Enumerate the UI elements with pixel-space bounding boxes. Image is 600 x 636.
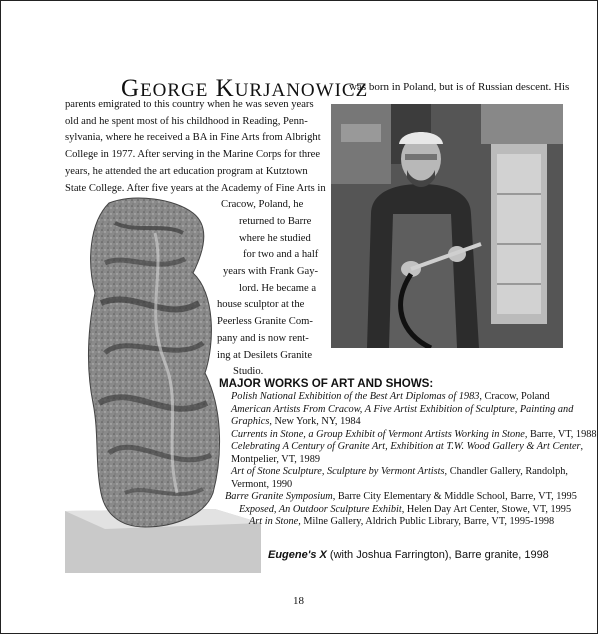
bio-line: Peerless Granite Com- xyxy=(217,316,313,328)
bio-line: parents emigrated to this country when he was seven years xyxy=(65,99,314,110)
works-item: Graphics, New York, NY, 1984 xyxy=(231,416,361,427)
works-item: Currents in Stone, a Group Exhibit of Vermont Artists Working in Stone, Barre, VT, 1988 xyxy=(231,428,597,440)
bio-line: house sculptor at the xyxy=(217,299,305,311)
works-item: Vermont, 1990 xyxy=(231,478,293,490)
artist-name: GEORGE KURJANOWICZ xyxy=(121,75,369,102)
sculpture-caption: Eugene's X (with Joshua Farrington), Barre granite, 1998 xyxy=(268,549,549,561)
bio-line: years, he attended the art education program at Kutztown xyxy=(65,165,308,177)
works-item: Polish National Exhibition of the Best Art Diplomas of 1983, Cracow, Poland xyxy=(231,391,550,402)
works-item: Art in Stone, Milne Gallery, Aldrich Public Library, Barre, VT, 1995-1998 xyxy=(249,516,555,527)
bio-line: State College. After five years at the Academy of Fine Arts in xyxy=(65,182,326,194)
bio-opening-line: was born in Poland, but is of Russian descent. His xyxy=(349,81,570,93)
bio-line: sylvania, where he received a BA in Fine Arts from Albright xyxy=(65,132,321,144)
works-heading: MAJOR WORKS OF ART AND SHOWS: xyxy=(219,377,434,390)
works-item: Exposed, An Outdoor Sculpture Exhibit, Helen Day Art Center, Stowe, VT, 1995 xyxy=(239,503,572,515)
bio-line: Cracow, Poland, he xyxy=(221,199,304,211)
bio-line: ing at Desilets Granite xyxy=(217,349,313,361)
bio-line: Studio. xyxy=(233,366,264,378)
works-item: Montpelier, VT, 1989 xyxy=(231,453,321,465)
bio-line: lord. He became a xyxy=(239,282,317,294)
works-item: Barre Granite Symposium, Barre City Elementary & Middle School, Barre, VT, 1995 xyxy=(225,491,577,502)
works-item: Art of Stone Sculpture, Sculpture by Vermont Artists, Chandler Gallery, Randolph, xyxy=(231,466,568,477)
bio-line: College in 1977. After serving in the Marine Corps for three xyxy=(65,149,321,161)
page-number: 18 xyxy=(293,595,304,607)
works-item: American Artists From Cracow, A Five Artist Exhibition of Sculpture, Painting and xyxy=(231,403,574,415)
bio-line: pany and is now rent- xyxy=(217,332,309,344)
bio-line: returned to Barre xyxy=(239,215,312,227)
bio-line: old and he spent most of his childhood in Reading, Penn- xyxy=(65,115,308,127)
bio-line: years with Frank Gay- xyxy=(223,266,319,278)
works-list xyxy=(225,391,597,529)
works-item: Celebrating A Century of Granite Art, Exhibition at T.W. Wood Gallery & Art Center, xyxy=(231,441,584,452)
bio-line: for two and a half xyxy=(243,249,319,261)
artist-photo xyxy=(331,104,563,348)
bio-line: where he studied xyxy=(239,232,311,244)
